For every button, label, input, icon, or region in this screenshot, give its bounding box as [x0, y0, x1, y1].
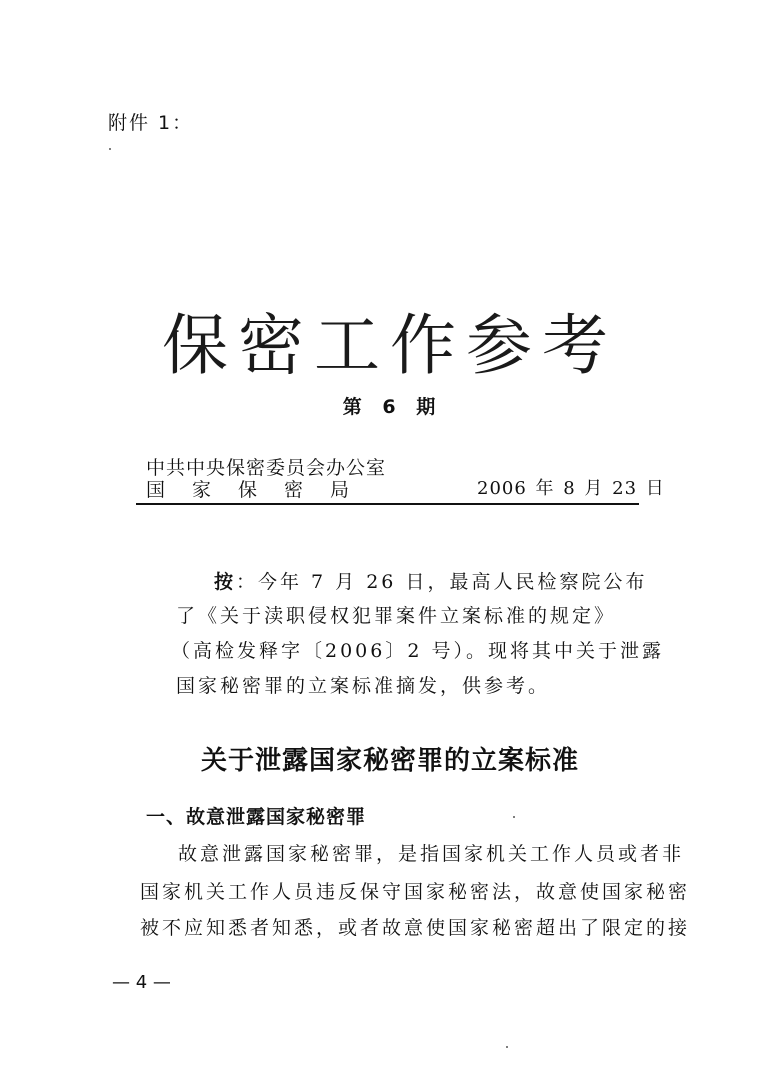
- page-number: — 4 —: [112, 972, 171, 993]
- section-subheading: 一、故意泄露国家秘密罪: [146, 806, 367, 828]
- issue-number: 第 6 期: [342, 396, 438, 418]
- scan-speck: [109, 148, 111, 150]
- attachment-label: 附件 1：: [108, 112, 194, 134]
- body-line-2: 国家机关工作人员违反保守国家秘密法，故意使国家秘密: [140, 881, 691, 903]
- issuer-line-2: 国家保密局: [146, 479, 377, 501]
- scan-speck: [506, 1046, 508, 1048]
- publication-title: 保密工作参考: [162, 307, 618, 384]
- editor-note-line-2: 了《关于渎职侵权犯罪案件立案标准的规定》: [176, 605, 617, 627]
- masthead-divider: [136, 503, 639, 505]
- editor-note-line-1: [214, 567, 647, 594]
- editor-note-line-3: （高检发释字〔2006〕2 号）。现将其中关于泄露: [171, 640, 664, 662]
- section-title: 关于泄露国家秘密罪的立案标准: [200, 746, 579, 776]
- issuer-line-1: 中共中央保密委员会办公室: [146, 457, 387, 479]
- body-line-1: 故意泄露国家秘密罪，是指国家机关工作人员或者非: [178, 843, 685, 865]
- body-line-3: 被不应知悉者知悉，或者故意使国家秘密超出了限定的接: [140, 917, 691, 939]
- editor-note-text-1: ：今年 7 月 26 日，最高人民检察院公布: [236, 571, 648, 593]
- editor-note-lead: 按: [214, 571, 237, 593]
- editor-note-line-4: 国家秘密罪的立案标准摘发，供参考。: [176, 675, 551, 697]
- scan-speck: [513, 816, 515, 818]
- publication-date: 2006 年 8 月 23 日: [477, 478, 665, 499]
